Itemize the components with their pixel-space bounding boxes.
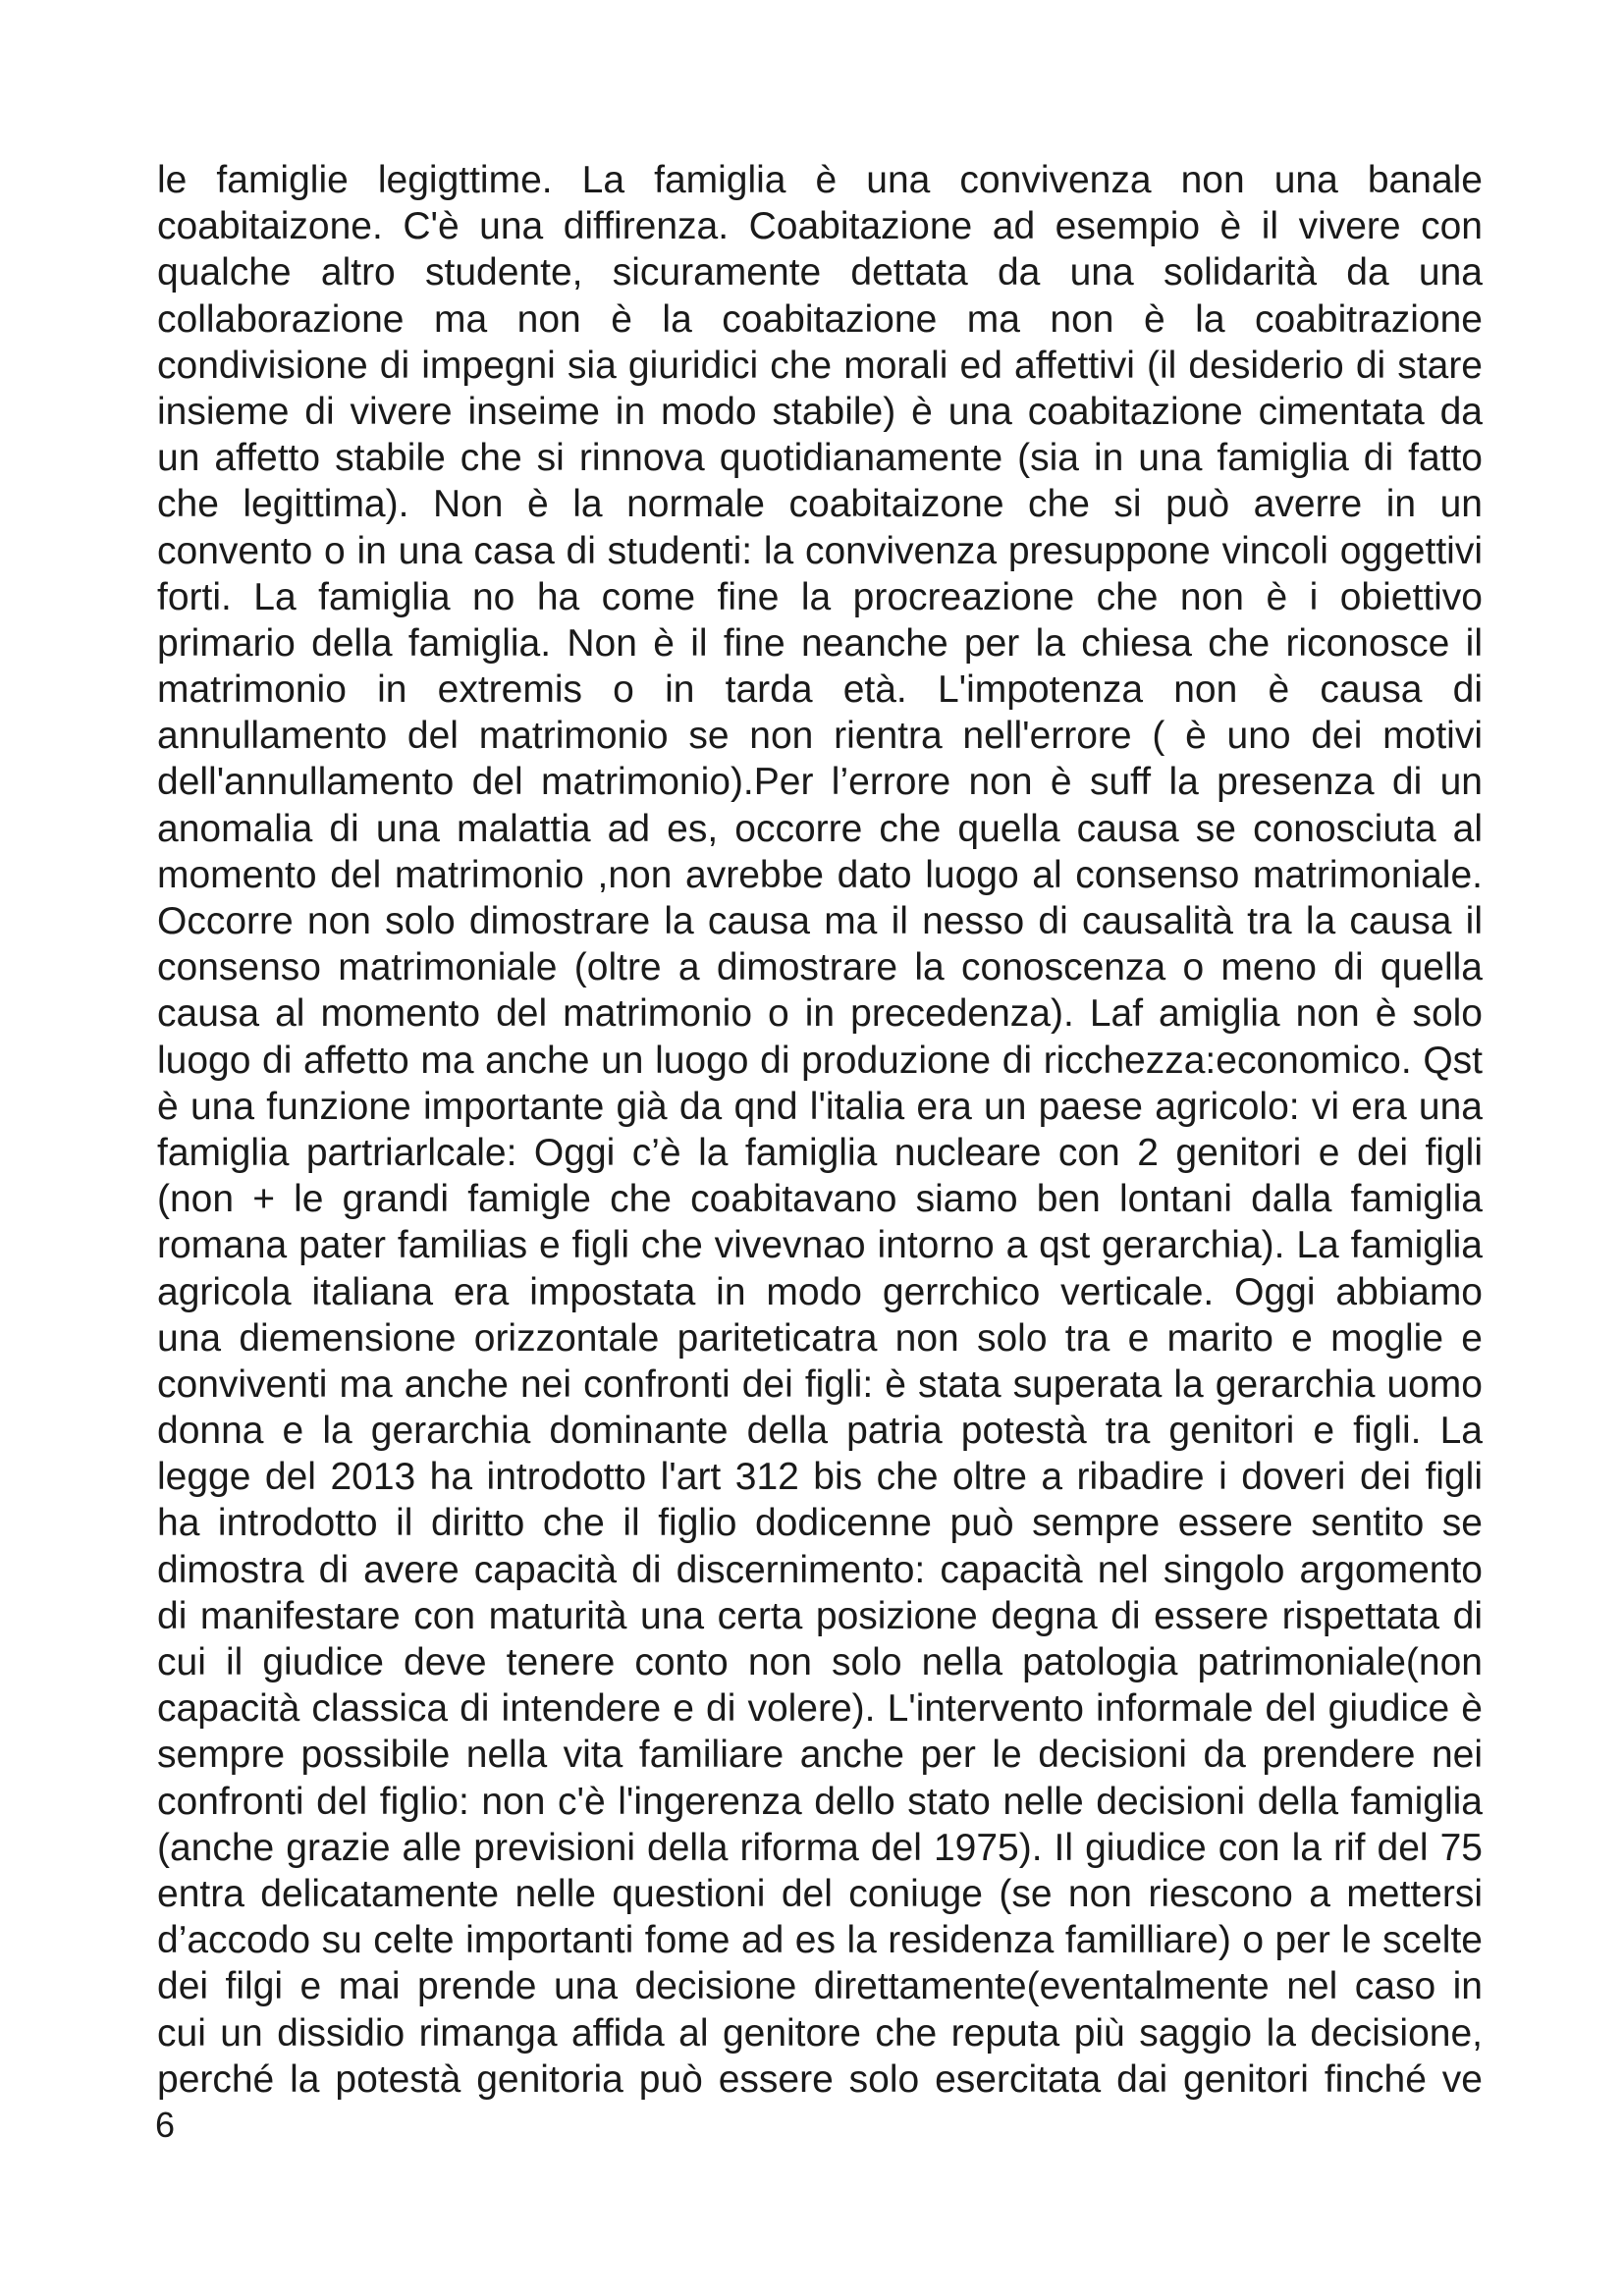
text-line: sempre possibile nella vita familiare anche per le decisioni da prendere nei xyxy=(157,1734,1483,1777)
text-line: forti. La famiglia no ha come fine la procreazione che non è i obiettivo xyxy=(157,575,1483,618)
text-line: (non + le grandi famigle che coabitavano siamo ben lontani dalla famiglia xyxy=(157,1178,1483,1221)
text-line: entra delicatamente nelle questioni del coniuge (se non riescono a mettersi xyxy=(157,1872,1483,1915)
text-line: d’accodo su celte importanti fome ad es la residenza familliare) o per le scelte xyxy=(157,1919,1483,1962)
text-line: famiglia partriarlcale: Oggi c’è la famiglia nucleare con 2 genitori e dei figli xyxy=(157,1131,1483,1174)
text-line: perché la potestà genitoria può essere solo esercitata dai genitori finché ve xyxy=(157,2057,1483,2101)
text-line: dell'annullamento del matrimonio).Per l’errore non è suff la presenza di un xyxy=(157,761,1483,804)
page-number: 6 xyxy=(155,2105,176,2145)
text-line: coabitaizone. C'è una diffirenza. Coabitazione ad esempio è il vivere con xyxy=(157,205,1483,248)
body-text xyxy=(157,157,1483,2103)
text-line: collaborazione ma non è la coabitazione ma non è la coabitrazione xyxy=(157,297,1483,341)
text-line: condivisione di impegni sia giuridici che morali ed affettivi (il desiderio di stare xyxy=(157,344,1483,387)
text-line: un affetto stabile che si rinnova quotidianamente (sia in una famiglia di fatto xyxy=(157,437,1483,480)
text-line: Occorre non solo dimostrare la causa ma il nesso di causalità tra la causa il xyxy=(157,900,1483,942)
text-line: momento del matrimonio ,non avrebbe dato luogo al consenso matrimoniale. xyxy=(157,853,1483,896)
text-line: cui il giudice deve tenere conto non solo nella patologia patrimoniale(non xyxy=(157,1641,1483,1683)
text-line: è una funzione importante già da qnd l'italia era un paese agricolo: vi era una xyxy=(157,1085,1483,1128)
text-line: dei filgi e mai prende una decisione direttamente(eventalmente nel caso in xyxy=(157,1965,1483,2008)
text-line: qualche altro studente, sicuramente dettata da una solidarità da una xyxy=(157,251,1483,294)
text-line: primario della famiglia. Non è il fine neanche per la chiesa che riconosce il xyxy=(157,621,1483,665)
text-line: romana pater familias e figli che vivevnao intorno a qst gerarchia). La famiglia xyxy=(157,1224,1483,1267)
text-line: che legittima). Non è la normale coabitaizone che si può averre in un xyxy=(157,483,1483,526)
text-line: le famiglie legigttime. La famiglia è una convivenza non una banale xyxy=(157,159,1483,201)
text-line: confronti del figlio: non c'è l'ingerenza dello stato nelle decisioni della famiglia xyxy=(157,1780,1483,1823)
text-line: insieme di vivere inseime in modo stabile) è una coabitazione cimentata da xyxy=(157,390,1483,433)
text-line: di manifestare con maturità una certa posizione degna di essere rispettata di xyxy=(157,1594,1483,1637)
text-line: legge del 2013 ha introdotto l'art 312 bis che oltre a ribadire i doveri dei figli xyxy=(157,1456,1483,1499)
text-line: una diemensione orizzontale pariteticatra non solo tra e marito e moglie e xyxy=(157,1316,1483,1360)
text-line: anomalia di una malattia ad es, occorre che quella causa se conosciuta al xyxy=(157,807,1483,850)
text-line: convento o in una casa di studenti: la convivenza presuppone vincoli oggettivi xyxy=(157,529,1483,572)
text-line: cui un dissidio rimanga affida al genitore che reputa più saggio la decisione, xyxy=(157,2011,1483,2055)
text-line: matrimonio in extremis o in tarda età. L'impotenza non è causa di xyxy=(157,668,1483,712)
text-line: donna e la gerarchia dominante della patria potestà tra genitori e figli. La xyxy=(157,1410,1483,1453)
text-line: ha introdotto il diritto che il figlio dodicenne può sempre essere sentito se xyxy=(157,1502,1483,1545)
text-line: luogo di affetto ma anche un luogo di produzione di ricchezza:economico. Qst xyxy=(157,1039,1483,1082)
text-line: conviventi ma anche nei confronti dei figli: è stata superata la gerarchia uomo xyxy=(157,1362,1483,1406)
text-line: consenso matrimoniale (oltre a dimostrare la conoscenza o meno di quella xyxy=(157,946,1483,989)
text-line: agricola italiana era impostata in modo gerrchico verticale. Oggi abbiamo xyxy=(157,1270,1483,1313)
text-line: (anche grazie alle previsioni della riforma del 1975). Il giudice con la rif del 75 xyxy=(157,1826,1483,1869)
text-line: capacità classica di intendere e di volere). L'intervento informale del giudice è xyxy=(157,1687,1483,1731)
text-line: dimostra di avere capacità di discernimento: capacità nel singolo argomento xyxy=(157,1548,1483,1591)
text-line: annullamento del matrimonio se non rientra nell'errore ( è uno dei motivi xyxy=(157,715,1483,758)
text-line: causa al momento del matrimonio o in precedenza). Laf amiglia non è solo xyxy=(157,992,1483,1036)
